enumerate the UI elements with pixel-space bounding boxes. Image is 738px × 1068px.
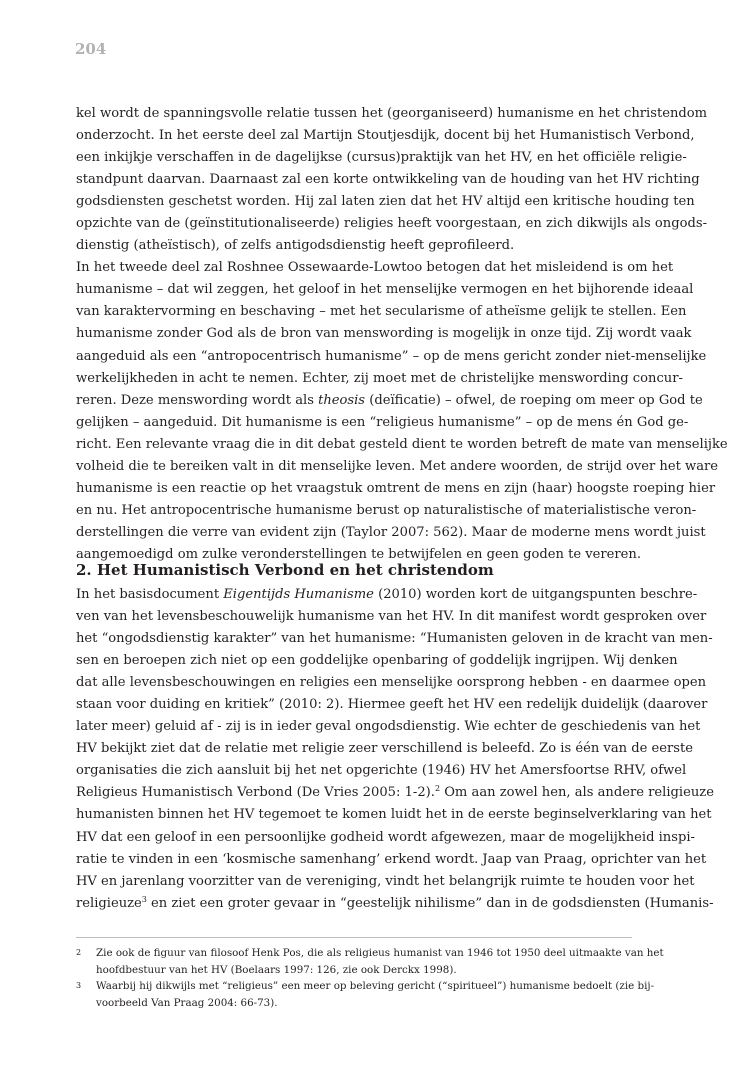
section-line [76,672,707,694]
text-run: reren. Deze menswording wordt als [76,392,319,408]
paragraph-line [76,478,716,500]
section-line [76,738,694,760]
footnote-line: voorbeeld Van Praag 2004: 66-73). [96,996,278,1009]
paragraph-line [76,191,695,213]
text-run: richt. Een relevante vraag die in dit debat gesteld dient te worden betreft de mate van menselijke [76,436,728,452]
text-run: derstellingen die verre van evident zijn (Taylor 2007: 562). Maar de moderne mens wordt juist [76,524,706,540]
text-run: In het basisdocument [76,587,224,602]
paragraph-line [76,279,694,301]
text-run: een inkijkje verschaffen in de dagelijkse (cursus)praktijk van het HV, en het officiële religie- [76,150,687,166]
text-run: humanisme – dat wil zeggen, het geloof in het menselijke vermogen en het bijhorende ideaal [76,282,694,298]
paragraph-line [76,103,708,125]
paragraph-line [76,368,683,390]
paragraph-line [76,456,719,478]
text-run: opzichte van de (geïnstitutionaliseerde) religies heeft voorgestaan, en zich dikwijls als ongods- [76,216,707,232]
footnote-line: Zie ook de figuur van filosoof Henk Pos, die als religieus humanist van 1946 tot 1950 deel uitmaakte van het [96,947,664,959]
text-run: en nu. Het antropocentrische humanisme berust op naturalistische of materialistische veron- [76,502,697,518]
paragraph-line [76,522,706,544]
text-run: religieuze [76,895,142,911]
section-line [76,804,712,826]
footnote-text [96,945,664,978]
text-run: Om aan zowel hen, als andere religieuze [440,785,714,801]
footnote-line: Waarbij hij dikwijls met “religieus” een meer op beleving gericht (“spiritueel”) humanisme bedoelt (zie bij- [96,980,655,992]
text-run: sen en beroepen zich niet op een goddelijke openbaring of goddelijk ingrijpen. Wij denken [76,653,678,669]
text-run: Religieus Humanistisch Verbond (De Vries 2005: 1-2). [76,785,435,801]
text-run: gelijken – aangeduid. Dit humanisme is een “religieus humanisme” – op de mens én God ge- [76,414,689,430]
text-run: het “ongodsdienstig karakter” van het humanisme: “Humanisten geloven in de kracht van men- [76,631,713,647]
footnote-text [96,978,654,1011]
paragraph-line [76,434,728,456]
paragraph-line [76,500,697,522]
text-run: (deïficatie) – ofwel, de roeping om meer op God te [365,392,703,408]
page-number: 204 [75,40,107,58]
section-line [76,650,678,672]
text-run: organisaties die zich aansluit bij het net opgerichte (1946) HV het Amersfoortse RHV, ofwel [76,763,687,779]
footnote-line: hoofdbestuur van het HV (Boelaars 1997: 126, zie ook Derckx 1998). [96,963,457,976]
section-line [76,849,707,871]
text-run: aangeduid als een “antropocentrisch humanisme” – op de mens gericht zonder niet-menselijke [76,348,707,364]
text-run: onderzocht. In het eerste deel zal Martijn Stoutjesdijk, docent bij het Humanistisch Verbond, [76,128,695,144]
section-line [76,871,695,893]
text-run: (2010) worden kort de uitgangspunten beschre- [373,587,698,602]
text-run: werkelijkheden in acht te nemen. Echter, zij moet met de christelijke menswording concur- [76,370,683,386]
section-line [76,716,701,738]
text-run: HV bekijkt ziet dat de relatie met religie zeer verschillend is beleefd. Zo is één van de eerste [76,741,694,757]
text-run: volheid die te bereiken valt in dit menselijke leven. Met andere woorden, de strijd over het ware [76,458,719,474]
footnote [76,978,655,1011]
paragraph-line [76,412,689,434]
paragraph-line [76,301,687,323]
paragraph-line [76,390,703,412]
footnote-number: 3 [76,981,82,990]
section-line [76,628,713,650]
section-line [76,584,698,606]
paragraph-line [76,169,700,191]
italic-text: theosis [318,392,366,408]
section-line [76,782,714,804]
section-heading: 2. Het Humanistisch Verbond en het christendom [76,561,494,579]
paragraph-line [76,257,674,279]
text-run: dat alle levensbeschouwingen en religies een menselijke oorsprong hebben - en daarmee open [76,675,707,691]
footnote-ref: 3 [141,894,147,904]
text-run: ratie te vinden in een ‘kosmische samenhang’ erkend wordt. Jaap van Praag, oprichter van het [76,851,707,867]
section-line [76,893,714,915]
footnotes [76,945,664,1011]
footnote-divider [76,937,632,938]
paragraph-line [76,147,687,169]
section-line [76,760,687,782]
section-text [76,584,714,915]
text-run: van karaktervorming en beschaving – met het secularisme of atheïsme gelijk te stellen. Een [76,304,687,320]
text-run: humanisten binnen het HV tegemoet te komen luidt het in de eerste beginselverklaring van het [76,807,712,823]
text-run: dienstig (atheïstisch), of zelfs antigodsdienstig heeft geprofileerd. [76,238,515,254]
footnote [76,945,664,978]
paragraph-line [76,213,707,235]
text-run: en ziet een groter gevaar in “geestelijk nihilisme” dan in de godsdiensten (Humanis- [146,895,714,911]
section-line [76,606,707,628]
footnote-ref: 2 [434,784,441,794]
italic-text: Eigentijds Humanisme [223,587,374,602]
paragraph-line [76,346,707,368]
text-run: aangemoedigd om zulke veronderstellingen te betwijfelen en geen goden te vereren. [76,546,641,562]
text-run: kel wordt de spanningsvolle relatie tussen het (georganiseerd) humanisme en het christendom [76,106,708,121]
section-line [76,827,695,849]
section-line [76,694,708,716]
text-run: later meer) geluid af - zij is in ieder geval ongodsdienstig. Wie echter de geschiedenis van het [76,719,701,735]
text-run: In het tweede deel zal Roshnee Ossewaarde-Lowtoo betogen dat het misleidend is om het [76,260,674,276]
text-run: ven van het levensbeschouwelijk humanisme van het HV. In dit manifest wordt gesproken over [76,609,707,625]
paragraph-line [76,323,692,345]
paragraph-line [76,235,632,257]
text-run: humanisme zonder God als de bron van menswording is mogelijk in onze tijd. Zij wordt vaak [76,326,692,342]
text-run: godsdiensten geschetst worden. Hij zal laten zien dat het HV altijd een kritische houding ten [76,194,695,210]
footnote-number: 2 [76,948,82,957]
text-run: standpunt daarvan. Daarnaast zal een korte ontwikkeling van de houding van het HV richting [76,172,700,188]
intro-text [76,103,728,566]
text-run: humanisme is een reactie op het vraagstuk omtrent de mens en zijn (haar) hoogste roeping hier [76,480,716,496]
text-run: staan voor duiding en kritiek” (2010: 2). Hiermee geeft het HV een redelijk duidelijk (daarover [76,697,708,713]
text-run: HV dat een geloof in een persoonlijke godheid wordt afgewezen, maar de mogelijkheid inspi- [76,829,695,845]
text-run: HV en jarenlang voorzitter van de vereniging, vindt het belangrijk ruimte te houden voor het [76,873,695,889]
paragraph-line [76,125,695,147]
